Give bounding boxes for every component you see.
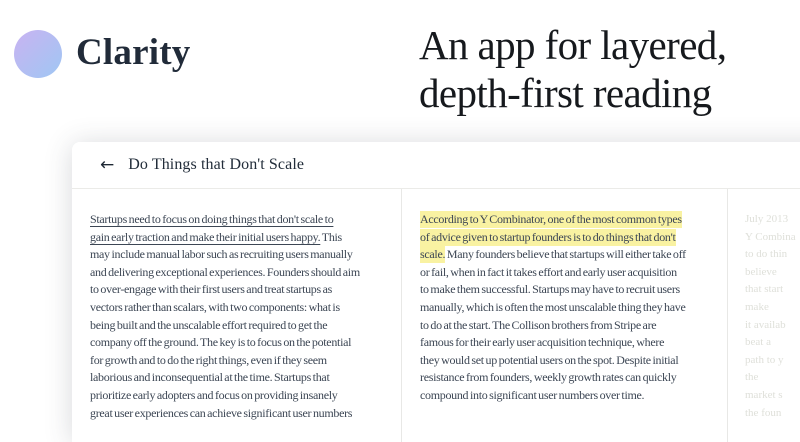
text-segment: believe [745,265,777,278]
text-segment: to do at the start. The Collison brothers from Stripe are [420,317,657,332]
reader-title: Do Things that Don't Scale [128,156,305,173]
text-segment: beat a [745,336,771,349]
clarity-logo-icon [14,30,62,78]
text-line [90,405,387,423]
text-segment: company off the ground. The key is to focus on the potential [90,335,352,350]
text-segment: July 2013 [745,213,789,225]
text-line [420,211,713,229]
column-summary-right [402,189,728,442]
highlighted-passage[interactable]: scale. [420,247,446,262]
text-line [745,246,800,264]
hero-headline-line1: An app for layered, [419,22,727,68]
text-line [420,281,713,299]
hero-headline [419,21,726,117]
text-segment: to make them successful. Startups may have to recruit users [420,282,680,297]
hero-headline-line2: depth-first reading [419,70,712,116]
text-segment: compound into significant user numbers over time. [420,387,645,402]
text-line [90,281,387,299]
text-line [745,211,800,229]
text-line [90,387,387,405]
text-line [90,369,387,387]
text-segment: the [745,371,759,384]
text-segment: laborious and inconsequential at the time. Startups that [90,370,330,385]
text-segment: and delivering exceptional experiences. Founders should aim [90,264,360,279]
text-line [745,229,800,247]
text-segment: market s [745,388,783,401]
text-line [745,264,800,282]
text-line [90,229,387,247]
text-segment: or fail, when in fact it takes effort and early user acquisition [420,264,677,279]
column-summary-left [72,189,402,442]
app-window [72,142,800,442]
text-segment: This [320,229,342,244]
text-segment: may include manual labor such as recruiting users manually [90,247,353,262]
text-segment: vectors rather than scalars, with two components: what is [90,299,340,314]
text-segment: Many founders believe that startups will either take off [445,247,686,262]
text-segment: to over-engage with their first users and treat startups as [90,282,332,297]
text-segment: to do thin [745,248,788,261]
reader-content [72,189,800,442]
reader-header [72,142,800,189]
text-line [745,317,800,335]
text-line [420,369,713,387]
text-segment: that start [745,283,784,296]
text-line [420,352,713,370]
text-line [420,246,713,264]
text-line [90,264,387,282]
text-line [420,334,713,352]
highlighted-passage[interactable]: of advice given to startup founders is to do things that don't [420,229,676,244]
text-line [745,405,800,423]
text-line [745,281,800,299]
text-line [420,264,713,282]
highlighted-passage[interactable]: According to Y Combinator, one of the most common types [420,212,682,226]
back-arrow-icon[interactable]: ← [100,154,115,175]
text-line [90,246,387,264]
column-source-preview [728,189,800,442]
brand-name: Clarity [76,32,191,73]
text-segment: manually, which is often the most unscalable thing they have [420,299,686,314]
text-segment: it availab [745,318,786,331]
text-line [420,299,713,317]
text-line [745,299,800,317]
text-line [420,229,713,247]
text-line [90,299,387,317]
text-segment: resistance from founders, weekly growth rates can quickly [420,370,677,385]
text-segment: they would set up potential users on the spot. Despite initial [420,352,679,367]
text-line [90,317,387,335]
text-line [90,352,387,370]
text-segment: path to y [745,353,784,366]
text-segment: Y Combina [745,230,796,243]
text-line [745,352,800,370]
text-line [90,211,387,229]
text-line [745,334,800,352]
text-segment: prioritize early adopters and focus on providing insanely [90,387,338,402]
text-line [420,317,713,335]
underlined-passage[interactable]: gain early traction and make their initial users happy. [90,229,321,244]
text-line [745,369,800,387]
text-segment: make [745,300,769,313]
text-segment: the foun [745,406,782,419]
text-line [420,387,713,405]
text-segment: famous for their early user acquisition technique, where [420,335,665,350]
text-segment: great user experiences can achieve significant user numbers [90,405,353,420]
text-line [90,334,387,352]
text-line [745,387,800,405]
text-segment: for growth and to do the right things, even if they seem [90,352,327,367]
text-segment: being built and the unscalable effort required to get the [90,317,328,332]
underlined-passage[interactable]: Startups need to focus on doing things that don't scale to [90,212,334,226]
